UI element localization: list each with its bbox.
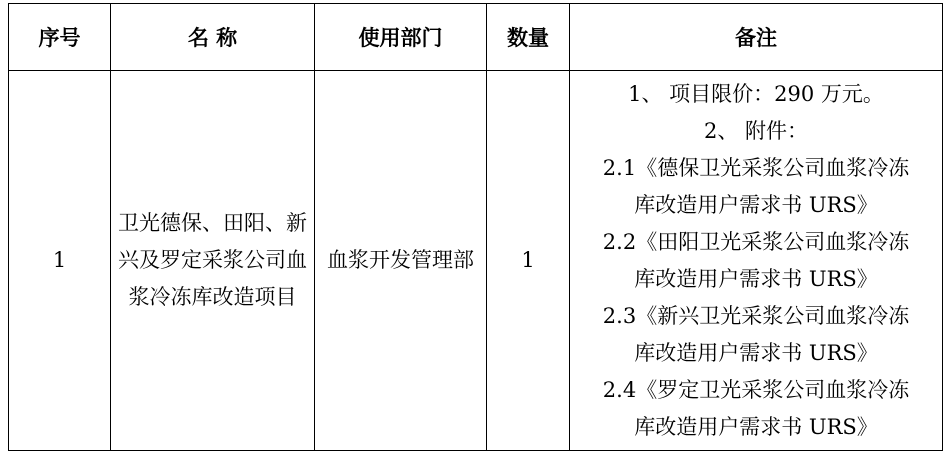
table-row xyxy=(9,71,943,451)
note-line: 2.3《新兴卫光采浆公司血浆冷冻 xyxy=(602,303,910,328)
header-department: 使用部门 xyxy=(315,4,487,71)
cell-project-name: 卫光德保、田阳、新兴及罗定采浆公司血浆冷冻库改造项目 xyxy=(111,71,315,451)
header-quantity: 数量 xyxy=(487,4,570,71)
note-line: 2.4《罗定卫光采浆公司血浆冷冻 xyxy=(602,377,910,402)
note-line: 库改造用户需求书 URS》 xyxy=(634,340,878,365)
cell-notes xyxy=(570,71,943,451)
header-name: 名 称 xyxy=(111,4,315,71)
note-line: 1、 项目限价：290 万元。 xyxy=(628,81,884,106)
cell-department: 血浆开发管理部 xyxy=(315,71,487,451)
procurement-table xyxy=(8,3,943,451)
note-line: 2、 附件： xyxy=(703,118,809,143)
note-line: 库改造用户需求书 URS》 xyxy=(634,266,878,291)
note-line: 2.1《德保卫光采浆公司血浆冷冻 xyxy=(602,155,910,180)
cell-quantity: 1 xyxy=(487,71,570,451)
note-line: 库改造用户需求书 URS》 xyxy=(634,414,878,439)
header-index: 序号 xyxy=(9,4,111,71)
note-line: 库改造用户需求书 URS》 xyxy=(634,192,878,217)
note-line: 2.2《田阳卫光采浆公司血浆冷冻 xyxy=(602,229,910,254)
cell-index: 1 xyxy=(9,71,111,451)
header-notes: 备注 xyxy=(570,4,943,71)
header-row xyxy=(9,4,943,71)
